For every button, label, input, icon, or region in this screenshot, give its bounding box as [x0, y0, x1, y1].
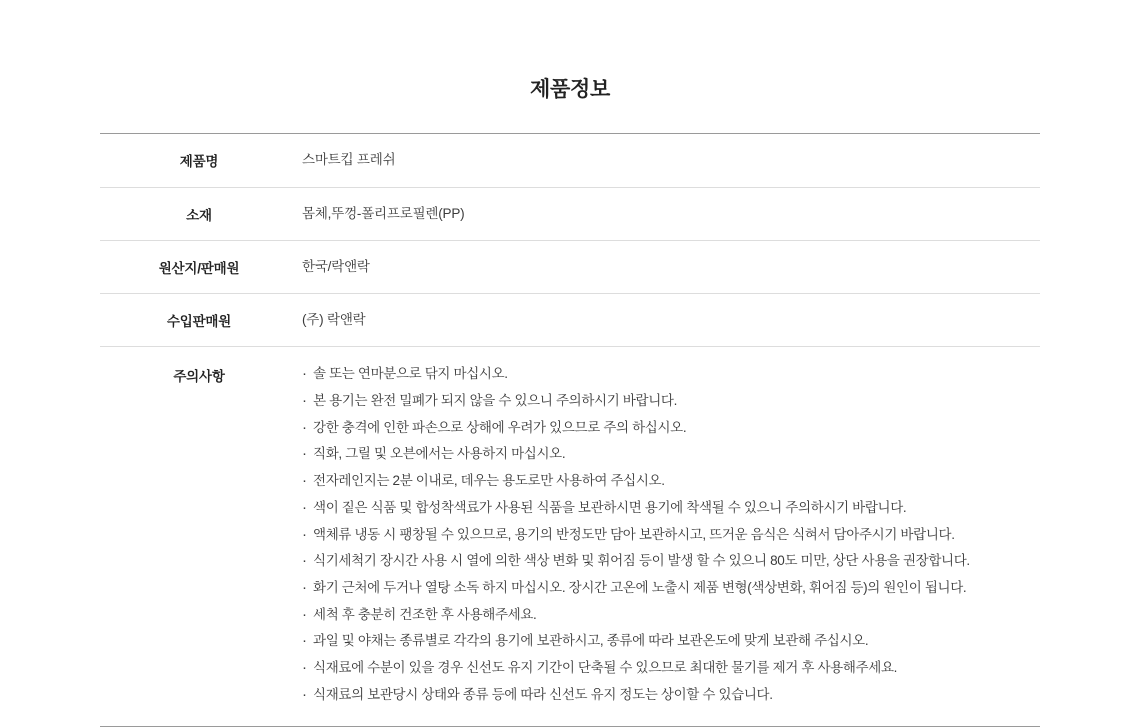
row-value-cautions [298, 347, 1040, 727]
row-label-product-name: 제품명 [179, 154, 219, 170]
table-row [100, 134, 1040, 187]
row-label-importer: 수입판매원 [166, 314, 232, 330]
page-title: 제품정보 [530, 78, 610, 101]
list-item: · 본 용기는 완전 밀폐가 되지 않을 수 있으니 주의하시기 바랍니다. [302, 392, 1040, 410]
list-item: · 강한 충격에 인한 파손으로 상해에 우려가 있으므로 주의 하십시오. [302, 419, 1040, 437]
row-value-origin-seller: 한국/락앤락 [302, 258, 370, 274]
table-row [100, 294, 1040, 347]
row-value-material: 몸체,뚜껑-폴리프로필렌(PP) [302, 205, 465, 221]
list-item: · 전자레인지는 2분 이내로, 데우는 용도로만 사용하여 주십시오. [302, 472, 1040, 490]
list-item: · 세척 후 충분히 건조한 후 사용해주세요. [302, 606, 1040, 624]
caution-list [302, 365, 1040, 704]
row-label-material: 소재 [186, 207, 212, 223]
list-item: · 식재료의 보관당시 상태와 종류 등에 따라 신선도 유지 정도는 상이할 수 있습니다. [302, 686, 1040, 704]
row-label-origin-seller: 원산지/판매원 [158, 260, 240, 276]
list-item: · 액체류 냉동 시 팽창될 수 있으므로, 용기의 반정도만 담아 보관하시고, 뜨거운 음식은 식혀서 담아주시기 바랍니다. [302, 526, 1040, 544]
list-item: · 식재료에 수분이 있을 경우 신선도 유지 기간이 단축될 수 있으므로 최대한 물기를 제거 후 사용해주세요. [302, 659, 1040, 677]
list-item: · 솔 또는 연마분으로 닦지 마십시오. [302, 365, 1040, 383]
row-value-importer: (주) 락앤락 [302, 312, 366, 328]
product-info-table [100, 133, 1040, 727]
table-row-cautions [100, 347, 1040, 727]
list-item: · 식기세척기 장시간 사용 시 열에 의한 색상 변화 및 휘어짐 등이 발생 할 수 있으니 80도 미만, 상단 사용을 권장합니다. [302, 552, 1040, 570]
list-item: · 과일 및 야채는 종류별로 각각의 용기에 보관하시고, 종류에 따라 보관온도에 맞게 보관해 주십시오. [302, 632, 1040, 650]
list-item: · 직화, 그릴 및 오븐에서는 사용하지 마십시오. [302, 445, 1040, 463]
list-item: · 화기 근처에 두거나 열탕 소독 하지 마십시오. 장시간 고온에 노출시 제품 변형(색상변화, 휘어짐 등)의 원인이 됩니다. [302, 579, 1040, 597]
table-row [100, 187, 1040, 240]
table-row [100, 240, 1040, 293]
table-body [100, 134, 1040, 727]
row-value-product-name: 스마트킵 프레쉬 [302, 152, 396, 168]
list-item: · 색이 짙은 식품 및 합성착색료가 사용된 식품을 보관하시면 용기에 착색될 수 있으니 주의하시기 바랍니다. [302, 499, 1040, 517]
row-label-cautions: 주의사항 [173, 369, 225, 385]
